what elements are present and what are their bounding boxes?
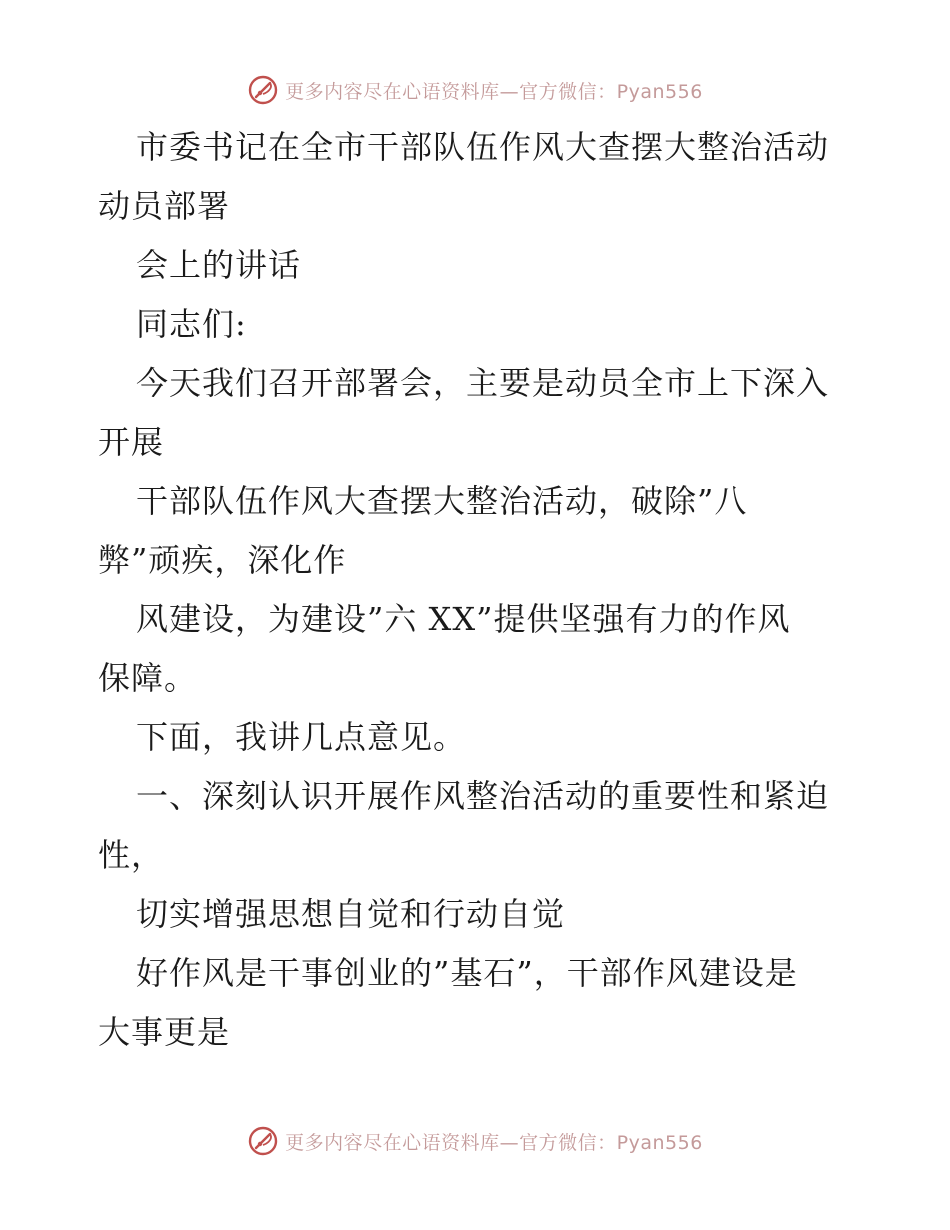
doc-title-line-2: 动员部署: [98, 187, 231, 225]
paragraph-body-line-2: 大事更是: [98, 1013, 231, 1051]
paragraph-intro-line-6: 保障。: [98, 659, 198, 697]
footer-watermark: [0, 1121, 950, 1161]
doc-title-line-3: 会上的讲话: [136, 246, 302, 284]
section-heading-1-line-1: 一、深刻认识开展作风整治活动的重要性和紧迫: [136, 777, 830, 815]
section-heading-1-line-2: 性，: [98, 836, 165, 874]
paragraph-intro-line-5: 风建设，为建设”六 XX”提供坚强有力的作风: [136, 600, 791, 638]
section-heading-1-line-3: 切实增强思想自觉和行动自觉: [136, 895, 566, 933]
paragraph-intro-line-2: 开展: [98, 423, 165, 461]
paragraph-intro-line-3: 干部队伍作风大查摆大整治活动，破除”八: [136, 482, 748, 520]
watermark-text: 更多内容尽在心语资料库—官方微信：Pyan556: [285, 1131, 703, 1154]
watermark-text: 更多内容尽在心语资料库—官方微信：Pyan556: [285, 80, 703, 103]
quill-logo-icon: [247, 1125, 279, 1157]
salutation: 同志们:: [136, 305, 247, 343]
paragraph-intro-line-4: 弊”顽疾，深化作: [98, 541, 347, 579]
header-watermark: [0, 70, 950, 110]
paragraph-intro-line-1: 今天我们召开部署会，主要是动员全市上下深入: [136, 364, 830, 402]
paragraph-transition: 下面，我讲几点意见。: [136, 718, 467, 756]
doc-title-line-1: 市委书记在全市干部队伍作风大查摆大整治活动: [136, 128, 830, 166]
document-body: [98, 118, 868, 1062]
quill-logo-icon: [247, 74, 279, 106]
paragraph-body-line-1: 好作风是干事创业的”基石”，干部作风建设是: [136, 954, 798, 992]
